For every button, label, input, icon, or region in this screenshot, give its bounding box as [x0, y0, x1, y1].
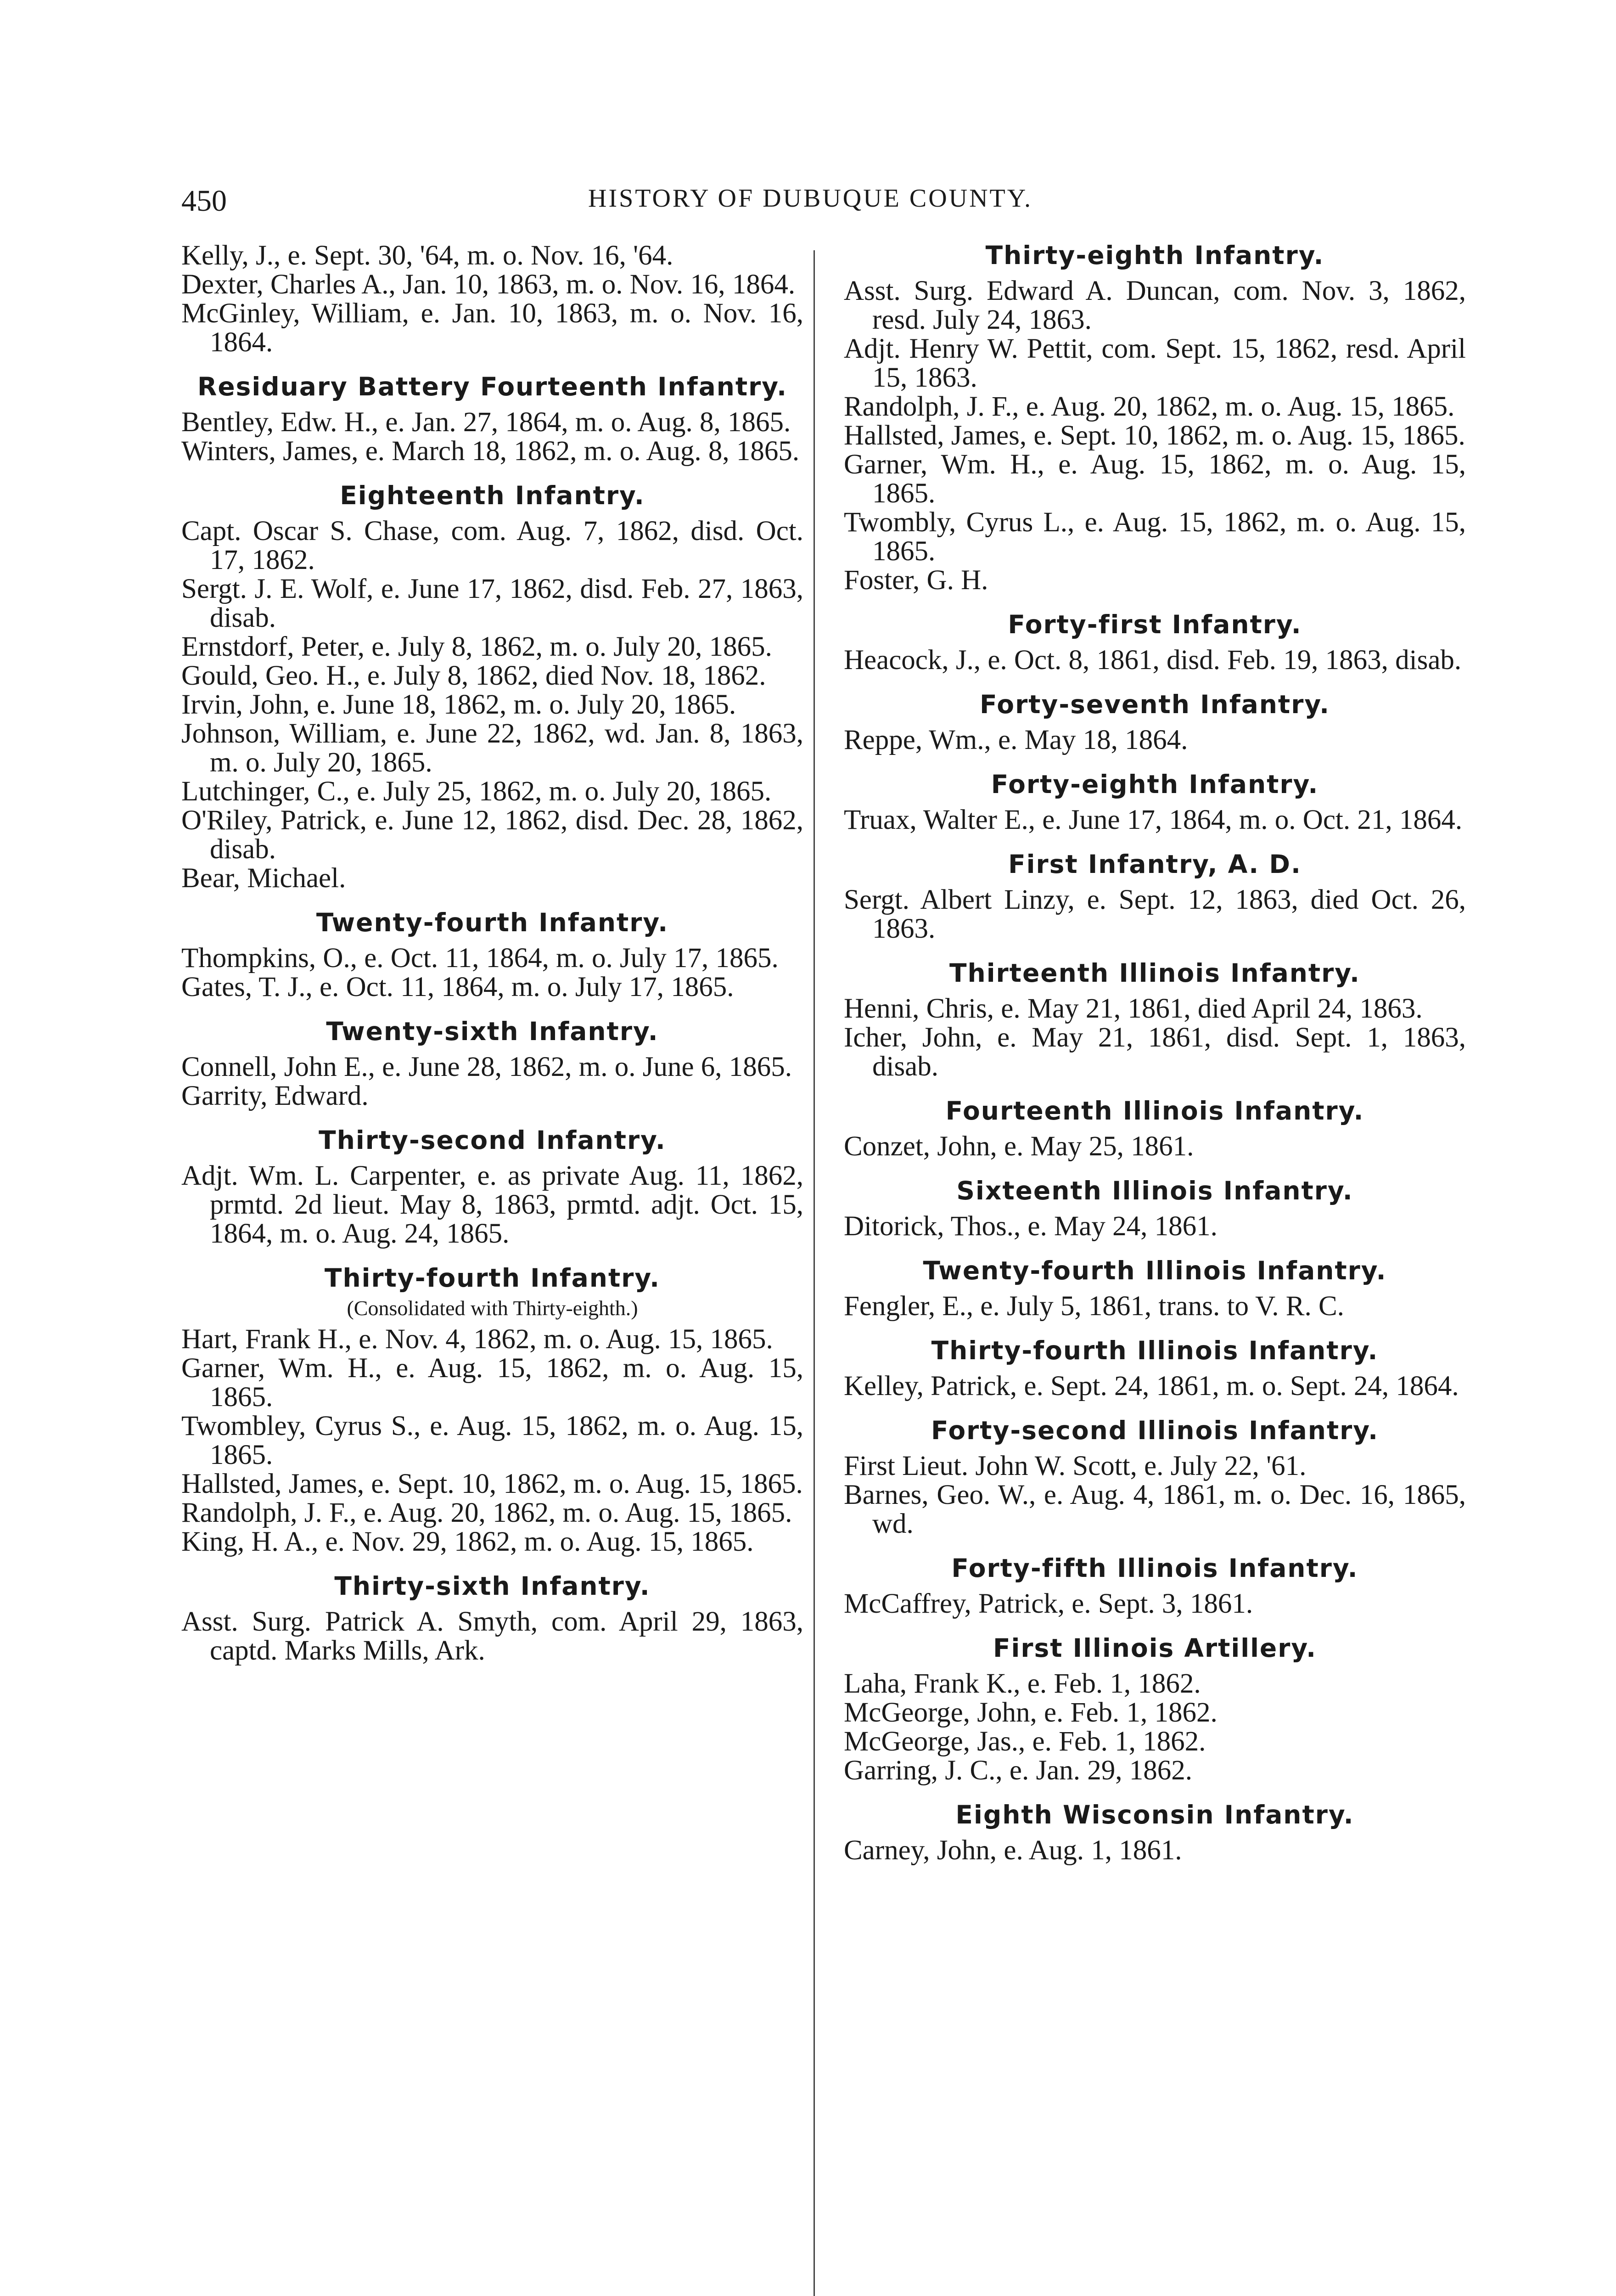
roster-entry: Barnes, Geo. W., e. Aug. 4, 1861, m. o. Dec. 16, 1865, wd.: [844, 1480, 1466, 1539]
roster-section: [844, 1336, 1466, 1401]
roster-section: [181, 481, 803, 893]
roster-section: [181, 372, 803, 466]
roster-section: [844, 1256, 1466, 1321]
roster-entry: Ditorick, Thos., e. May 24, 1861.: [844, 1211, 1218, 1242]
section-heading: First Illinois Artillery.: [993, 1633, 1317, 1663]
section-heading: Thirty-sixth Infantry.: [334, 1571, 651, 1601]
section-note: (Consolidated with Thirty-eighth.): [347, 1296, 638, 1320]
section-heading: Forty-eighth Infantry.: [991, 770, 1319, 799]
roster-entry: Gates, T. J., e. Oct. 11, 1864, m. o. July 17, 1865.: [181, 972, 734, 1002]
roster-section: [844, 1634, 1466, 1785]
roster-entry: McGeorge, John, e. Feb. 1, 1862.: [844, 1697, 1218, 1728]
roster-entry: Laha, Frank K., e. Feb. 1, 1862.: [844, 1668, 1201, 1699]
section-heading: Forty-fifth Illinois Infantry.: [951, 1553, 1358, 1583]
roster-entry: O'Riley, Patrick, e. June 12, 1862, disd. Dec. 28, 1862, disab.: [181, 805, 803, 865]
roster-entry: Heacock, J., e. Oct. 8, 1861, disd. Feb. 19, 1863, disab.: [844, 645, 1462, 675]
roster-entry: Bentley, Edw. H., e. Jan. 27, 1864, m. o. Aug. 8, 1865.: [181, 407, 791, 438]
page-header: [181, 184, 1439, 234]
roster-entry: Lutchinger, C., e. July 25, 1862, m. o. July 20, 1865.: [181, 776, 772, 807]
roster-entry: Foster, G. H.: [844, 565, 988, 596]
roster-entry: Hallsted, James, e. Sept. 10, 1862, m. o. Aug. 15, 1865.: [181, 1469, 803, 1499]
roster-section: [181, 1572, 803, 1665]
left-column: [181, 241, 803, 1665]
roster-entry: Asst. Surg. Patrick A. Smyth, com. April 29, 1863, captd. Marks Mills, Ark.: [181, 1606, 803, 1666]
roster-entry: Twombly, Cyrus L., e. Aug. 15, 1862, m. o. Aug. 15, 1865.: [844, 507, 1466, 567]
section-heading: Eighth Wisconsin Infantry.: [955, 1800, 1354, 1829]
roster-entry: Reppe, Wm., e. May 18, 1864.: [844, 725, 1188, 755]
roster-entry: Sergt. J. E. Wolf, e. June 17, 1862, disd. Feb. 27, 1863, disab.: [181, 574, 803, 633]
column-divider: [814, 250, 815, 2296]
section-heading: Twenty-fourth Illinois Infantry.: [923, 1256, 1387, 1285]
roster-entry: Dexter, Charles A., Jan. 10, 1863, m. o. Nov. 16, 1864.: [181, 269, 796, 300]
roster-entry: Fengler, E., e. July 5, 1861, trans. to V. R. C.: [844, 1291, 1344, 1322]
section-heading: Twenty-fourth Infantry.: [316, 908, 669, 937]
roster-entry: Kelley, Patrick, e. Sept. 24, 1861, m. o. Sept. 24, 1864.: [844, 1371, 1459, 1401]
section-heading: Thirty-eighth Infantry.: [985, 241, 1324, 270]
roster-entry: Kelly, J., e. Sept. 30, '64, m. o. Nov. 16, '64.: [181, 240, 673, 271]
roster-entry: Randolph, J. F., e. Aug. 20, 1862, m. o. Aug. 15, 1865.: [844, 391, 1455, 422]
roster-section: [181, 1126, 803, 1248]
roster-entry: Bear, Michael.: [181, 863, 346, 894]
roster-section: [844, 850, 1466, 943]
roster-section: [844, 241, 1466, 595]
section-heading: Sixteenth Illinois Infantry.: [956, 1176, 1353, 1205]
roster-entry: Asst. Surg. Edward A. Duncan, com. Nov. 3, 1862, resd. July 24, 1863.: [844, 276, 1466, 335]
roster-entry: Adjt. Wm. L. Carpenter, e. as private Aug. 11, 1862, prmtd. 2d lieut. May 8, 1863, prmtd. adjt. Oct. 15, 1864, m. o. Aug. 24, 1865.: [181, 1160, 803, 1249]
roster-section: [181, 908, 803, 1002]
section-heading: Eighteenth Infantry.: [340, 481, 645, 510]
roster-section: [844, 959, 1466, 1081]
roster-entry: Garring, J. C., e. Jan. 29, 1862.: [844, 1755, 1193, 1786]
roster-entry: Ernstdorf, Peter, e. July 8, 1862, m. o. July 20, 1865.: [181, 631, 772, 662]
roster-entry: Randolph, J. F., e. Aug. 20, 1862, m. o. Aug. 15, 1865.: [181, 1497, 792, 1528]
roster-entry: Garner, Wm. H., e. Aug. 15, 1862, m. o. Aug. 15, 1865.: [181, 1353, 803, 1412]
roster-entry: Hallsted, James, e. Sept. 10, 1862, m. o. Aug. 15, 1865.: [844, 420, 1465, 451]
section-heading: Thirteenth Illinois Infantry.: [949, 958, 1360, 988]
roster-entry: Sergt. Albert Linzy, e. Sept. 12, 1863, died Oct. 26, 1863.: [844, 884, 1466, 944]
section-heading: First Infantry, A. D.: [1008, 850, 1302, 879]
roster-entry: First Lieut. John W. Scott, e. July 22, '61.: [844, 1451, 1307, 1481]
roster-section: [844, 690, 1466, 754]
section-heading: Twenty-sixth Infantry.: [326, 1017, 659, 1046]
roster-entry: Capt. Oscar S. Chase, com. Aug. 7, 1862, disd. Oct. 17, 1862.: [181, 516, 803, 575]
roster-section: [181, 241, 803, 357]
roster-entry: Garrity, Edward.: [181, 1080, 369, 1111]
page-number: 450: [181, 184, 227, 218]
roster-section: [181, 1017, 803, 1110]
roster-section: [844, 1801, 1466, 1865]
section-heading: Thirty-second Infantry.: [319, 1125, 666, 1155]
section-heading: Residuary Battery Fourteenth Infantry.: [197, 372, 788, 401]
roster-section: [844, 1416, 1466, 1538]
roster-section: [844, 1554, 1466, 1618]
section-heading: Forty-seventh Infantry.: [979, 690, 1330, 719]
roster-entry: Conzet, John, e. May 25, 1861.: [844, 1131, 1194, 1162]
section-heading: Forty-first Infantry.: [1008, 610, 1302, 639]
roster-entry: McGeorge, Jas., e. Feb. 1, 1862.: [844, 1726, 1206, 1757]
roster-section: [181, 1264, 803, 1556]
section-heading: Thirty-fourth Illinois Infantry.: [931, 1336, 1379, 1365]
roster-section: [844, 1097, 1466, 1161]
roster-entry: Connell, John E., e. June 28, 1862, m. o. June 6, 1865.: [181, 1052, 792, 1082]
roster-entry: McGinley, William, e. Jan. 10, 1863, m. o. Nov. 16, 1864.: [181, 298, 803, 358]
roster-entry: Icher, John, e. May 21, 1861, disd. Sept. 1, 1863, disab.: [844, 1022, 1466, 1082]
roster-entry: Thompkins, O., e. Oct. 11, 1864, m. o. July 17, 1865.: [181, 943, 779, 974]
roster-entry: McCaffrey, Patrick, e. Sept. 3, 1861.: [844, 1588, 1253, 1619]
section-heading: Thirty-fourth Infantry.: [324, 1263, 661, 1293]
roster-entry: Garner, Wm. H., e. Aug. 15, 1862, m. o. Aug. 15, 1865.: [844, 449, 1466, 509]
roster-section: [844, 770, 1466, 834]
roster-entry: Gould, Geo. H., e. July 8, 1862, died Nov. 18, 1862.: [181, 660, 766, 691]
section-heading: Forty-second Illinois Infantry.: [931, 1416, 1379, 1445]
roster-section: [844, 1176, 1466, 1241]
roster-entry: Carney, John, e. Aug. 1, 1861.: [844, 1835, 1182, 1866]
section-heading: Fourteenth Illinois Infantry.: [945, 1096, 1364, 1125]
roster-entry: Twombley, Cyrus S., e. Aug. 15, 1862, m. o. Aug. 15, 1865.: [181, 1411, 803, 1470]
roster-entry: Henni, Chris, e. May 21, 1861, died April 24, 1863.: [844, 993, 1423, 1024]
roster-entry: Winters, James, e. March 18, 1862, m. o. Aug. 8, 1865.: [181, 436, 800, 467]
roster-entry: Adjt. Henry W. Pettit, com. Sept. 15, 1862, resd. April 15, 1863.: [844, 333, 1466, 393]
roster-entry: Truax, Walter E., e. June 17, 1864, m. o. Oct. 21, 1864.: [844, 805, 1463, 835]
roster-entry: Irvin, John, e. June 18, 1862, m. o. July 20, 1865.: [181, 689, 736, 720]
roster-section: [844, 610, 1466, 675]
roster-entry: Johnson, William, e. June 22, 1862, wd. Jan. 8, 1863, m. o. July 20, 1865.: [181, 718, 803, 778]
roster-entry: Hart, Frank H., e. Nov. 4, 1862, m. o. Aug. 15, 1865.: [181, 1324, 773, 1355]
right-column: [844, 241, 1466, 1865]
running-title: HISTORY OF DUBUQUE COUNTY.: [588, 184, 1032, 213]
roster-entry: King, H. A., e. Nov. 29, 1862, m. o. Aug. 15, 1865.: [181, 1526, 754, 1557]
